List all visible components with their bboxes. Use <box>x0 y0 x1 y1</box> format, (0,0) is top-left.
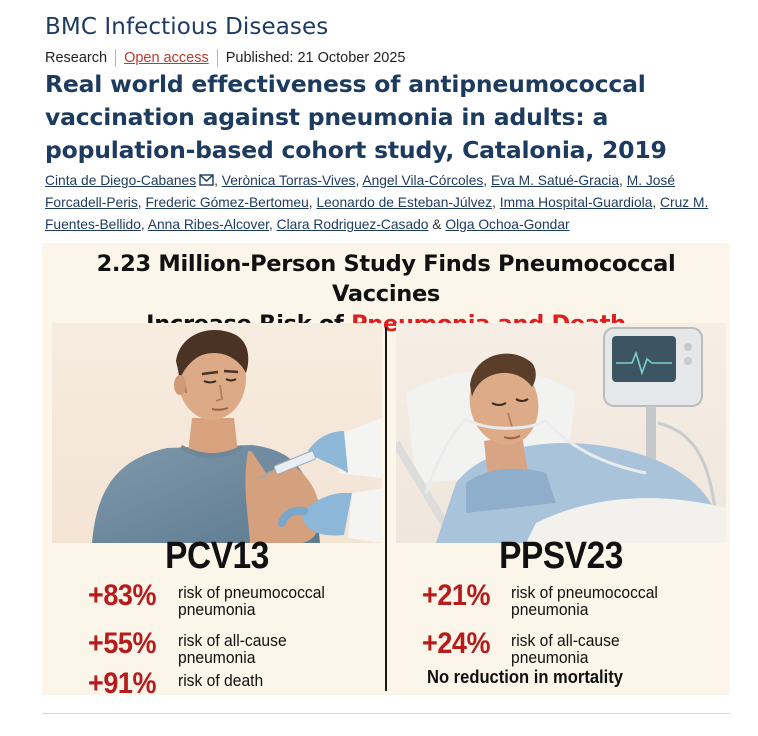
open-access-link[interactable]: Open access <box>124 50 209 66</box>
author-link[interactable]: Leonardo de Esteban-Júlvez <box>316 195 493 210</box>
stat-value: +21% <box>422 579 491 612</box>
article-type: Research <box>45 50 108 66</box>
vaccine-name: PCV13 <box>165 535 269 577</box>
stat-row <box>396 579 726 621</box>
stat-row <box>52 579 382 621</box>
author-link[interactable]: Eva M. Satué-Gracia <box>490 173 620 188</box>
envelope-icon[interactable] <box>199 174 214 186</box>
pcv13-panel <box>52 323 382 695</box>
author-link[interactable]: M. José Forcadell-Peris <box>45 173 676 210</box>
author-link[interactable]: Imma Hospital-Guardiola <box>499 195 653 210</box>
author-link[interactable]: Angel Vila-Córcoles <box>362 173 484 188</box>
author-list: Cinta de Diego-Cabanes , Verònica Torras-Vives, Angel Vila-Córcoles, Eva M. Satué-Gracia, M. José Forcadell-Peris, Frederic Gómez-Bertomeu, Leonardo de Esteban-Júlvez, Imma Hospital-Guardiola, Cruz M. Fuentes-Bellido, Anna Ribes-Alcover, Clara Rodriguez-Casado & Olga Ochoa-Gondar <box>45 173 709 232</box>
footer-divider <box>42 713 730 714</box>
published-date: Published: 21 October 2025 <box>225 50 406 66</box>
vaccine-name: PPSV23 <box>499 535 623 577</box>
stat-row <box>396 627 726 669</box>
meta-divider <box>217 49 218 67</box>
journal-name[interactable]: BMC Infectious Diseases <box>45 14 329 40</box>
article-meta <box>45 49 405 67</box>
stat-row <box>52 627 382 669</box>
author-link[interactable]: Cinta de Diego-Cabanes <box>45 173 197 188</box>
author-link[interactable]: Clara Rodriguez-Casado <box>276 217 429 232</box>
author-link[interactable]: Verònica Torras-Vives <box>221 173 356 188</box>
article-title: Real world effectiveness of antipneumococcal vaccination against pneumonia in adults: a population-based cohort study, Catalonia, 2019 <box>45 70 667 164</box>
stat-label: risk of pneumococcal pneumonia <box>511 583 658 619</box>
ppsv23-panel <box>396 323 726 695</box>
vaccination-illustration <box>52 323 382 543</box>
stat-row <box>52 667 382 695</box>
stat-label: risk of death <box>178 671 264 690</box>
stat-value: +83% <box>88 579 157 612</box>
infographic <box>42 243 730 695</box>
hospital-illustration <box>396 323 726 543</box>
panel-divider <box>385 327 387 691</box>
mortality-note: No reduction in mortality <box>427 667 623 687</box>
author-link[interactable]: Cruz M. Fuentes-Bellido <box>45 195 709 232</box>
author-link[interactable]: Anna Ribes-Alcover <box>147 217 269 232</box>
author-link[interactable]: Frederic Gómez-Bertomeu <box>145 195 309 210</box>
stat-label: risk of all-cause pneumonia <box>178 631 287 667</box>
stat-label: risk of pneumococcal pneumonia <box>178 583 325 619</box>
headline-line-1: 2.23 Million-Person Study Finds Pneumococcal Vaccines <box>96 251 676 307</box>
stat-label: risk of all-cause pneumonia <box>511 631 620 667</box>
stat-value: +55% <box>88 627 157 660</box>
stat-value: +91% <box>88 667 157 695</box>
meta-divider <box>115 49 116 67</box>
author-link[interactable]: Olga Ochoa-Gondar <box>445 217 570 232</box>
stat-value: +24% <box>422 627 491 660</box>
